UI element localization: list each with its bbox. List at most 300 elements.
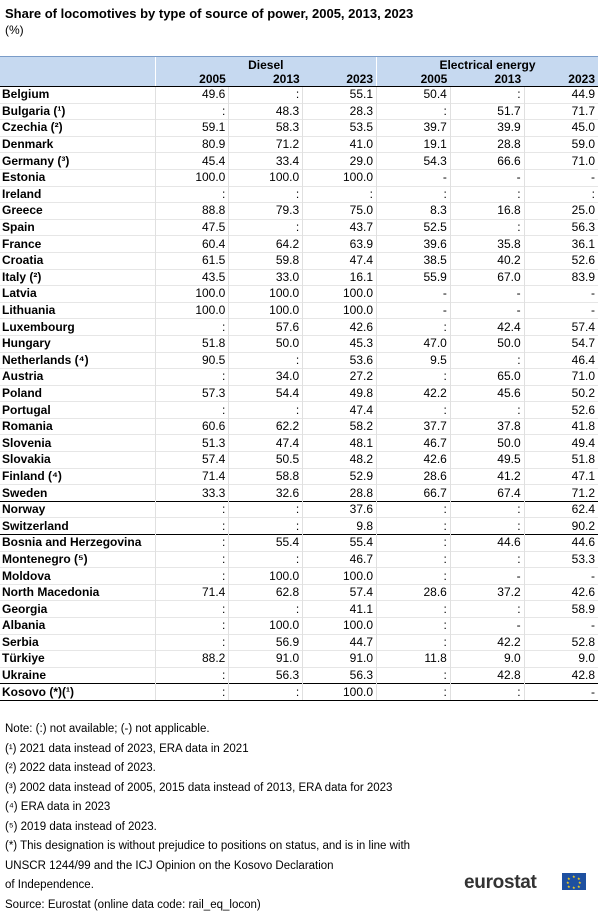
value-cell: 52.9: [303, 468, 377, 485]
country-name: Türkiye: [0, 651, 155, 668]
year-header: 2013: [229, 72, 303, 87]
value-cell: 62.4: [524, 501, 598, 518]
value-cell: 67.4: [450, 485, 524, 502]
table-row: [0, 352, 598, 369]
country-name: Ireland: [0, 186, 155, 203]
value-cell: 59.1: [155, 120, 229, 137]
value-cell: 59.0: [524, 136, 598, 153]
note-line: (⁵) 2019 data instead of 2023.: [5, 818, 455, 838]
table-row: [0, 269, 598, 286]
value-cell: :: [377, 103, 451, 120]
value-cell: 41.8: [524, 418, 598, 435]
country-name: Finland (⁴): [0, 468, 155, 485]
value-cell: 54.4: [229, 385, 303, 402]
country-name: Greece: [0, 203, 155, 220]
value-cell: 57.3: [155, 385, 229, 402]
value-cell: 83.9: [524, 269, 598, 286]
table-row: [0, 584, 598, 601]
value-cell: -: [524, 568, 598, 585]
value-cell: :: [229, 501, 303, 518]
value-cell: 55.1: [303, 87, 377, 104]
table-row: [0, 684, 598, 701]
value-cell: 57.4: [303, 584, 377, 601]
country-name: Lithuania: [0, 302, 155, 319]
value-cell: 47.0: [377, 335, 451, 352]
table-row: [0, 385, 598, 402]
value-cell: 39.9: [450, 120, 524, 137]
country-name: Belgium: [0, 87, 155, 104]
value-cell: :: [377, 634, 451, 651]
value-cell: 42.6: [524, 584, 598, 601]
value-cell: 57.4: [524, 319, 598, 336]
value-cell: :: [155, 568, 229, 585]
value-cell: 56.3: [524, 219, 598, 236]
value-cell: 43.5: [155, 269, 229, 286]
value-cell: -: [524, 286, 598, 303]
value-cell: 71.4: [155, 584, 229, 601]
table-row: [0, 452, 598, 469]
value-cell: 60.4: [155, 236, 229, 253]
column-group-header-row: [0, 57, 598, 73]
value-cell: 58.2: [303, 418, 377, 435]
value-cell: 28.8: [303, 485, 377, 502]
value-cell: 66.7: [377, 485, 451, 502]
value-cell: 57.6: [229, 319, 303, 336]
table-row: [0, 286, 598, 303]
value-cell: 48.1: [303, 435, 377, 452]
table-row: [0, 485, 598, 502]
value-cell: 50.0: [229, 335, 303, 352]
value-cell: :: [229, 219, 303, 236]
value-cell: :: [155, 634, 229, 651]
value-cell: :: [229, 186, 303, 203]
value-cell: :: [377, 568, 451, 585]
value-cell: 100.0: [303, 286, 377, 303]
table-row: [0, 169, 598, 186]
value-cell: 28.8: [450, 136, 524, 153]
value-cell: :: [450, 518, 524, 535]
value-cell: 37.8: [450, 418, 524, 435]
value-cell: 41.1: [303, 601, 377, 618]
value-cell: 39.6: [377, 236, 451, 253]
value-cell: 61.5: [155, 252, 229, 269]
value-cell: :: [377, 535, 451, 552]
country-name: France: [0, 236, 155, 253]
value-cell: 42.6: [303, 319, 377, 336]
value-cell: 42.2: [377, 385, 451, 402]
value-cell: -: [450, 286, 524, 303]
value-cell: 52.8: [524, 634, 598, 651]
header-corner-lower: [0, 72, 155, 87]
value-cell: 100.0: [155, 286, 229, 303]
value-cell: 39.7: [377, 120, 451, 137]
value-cell: 52.6: [524, 402, 598, 419]
country-name: Georgia: [0, 601, 155, 618]
table-row: [0, 87, 598, 104]
value-cell: :: [155, 103, 229, 120]
value-cell: :: [229, 684, 303, 701]
value-cell: 55.4: [229, 535, 303, 552]
value-cell: 42.6: [377, 452, 451, 469]
table-row: [0, 369, 598, 386]
value-cell: 59.8: [229, 252, 303, 269]
value-cell: 32.6: [229, 485, 303, 502]
value-cell: 58.9: [524, 601, 598, 618]
value-cell: :: [450, 219, 524, 236]
value-cell: 49.6: [155, 87, 229, 104]
header-corner: [0, 57, 155, 73]
country-name: Germany (³): [0, 153, 155, 170]
value-cell: 9.0: [450, 651, 524, 668]
value-cell: 41.0: [303, 136, 377, 153]
value-cell: 53.5: [303, 120, 377, 137]
value-cell: :: [377, 369, 451, 386]
country-name: Slovakia: [0, 452, 155, 469]
value-cell: :: [229, 601, 303, 618]
note-line: (³) 2002 data instead of 2005, 2015 data instead of 2013, ERA data for 2023: [5, 779, 455, 799]
value-cell: 46.4: [524, 352, 598, 369]
country-name: Kosovo (*)(¹): [0, 684, 155, 701]
country-name: Portugal: [0, 402, 155, 419]
value-cell: 9.5: [377, 352, 451, 369]
value-cell: 80.9: [155, 136, 229, 153]
value-cell: 11.8: [377, 651, 451, 668]
value-cell: 71.2: [229, 136, 303, 153]
table-row: [0, 302, 598, 319]
value-cell: 62.2: [229, 418, 303, 435]
value-cell: :: [377, 684, 451, 701]
value-cell: 54.7: [524, 335, 598, 352]
value-cell: :: [450, 186, 524, 203]
country-name: Romania: [0, 418, 155, 435]
country-name: Italy (²): [0, 269, 155, 286]
value-cell: :: [155, 518, 229, 535]
value-cell: 48.2: [303, 452, 377, 469]
value-cell: 52.6: [524, 252, 598, 269]
value-cell: 40.2: [450, 252, 524, 269]
value-cell: :: [155, 369, 229, 386]
table-row: [0, 618, 598, 635]
value-cell: 58.8: [229, 468, 303, 485]
value-cell: :: [303, 186, 377, 203]
value-cell: :: [450, 402, 524, 419]
value-cell: :: [155, 319, 229, 336]
table-row: [0, 435, 598, 452]
value-cell: 55.9: [377, 269, 451, 286]
country-name: Czechia (²): [0, 120, 155, 137]
value-cell: 88.2: [155, 651, 229, 668]
value-cell: 71.4: [155, 468, 229, 485]
table-row: [0, 651, 598, 668]
value-cell: 100.0: [155, 302, 229, 319]
value-cell: :: [155, 601, 229, 618]
table-row: [0, 153, 598, 170]
value-cell: 44.7: [303, 634, 377, 651]
value-cell: 51.8: [155, 335, 229, 352]
value-cell: -: [377, 302, 451, 319]
value-cell: -: [377, 169, 451, 186]
value-cell: :: [155, 667, 229, 684]
value-cell: :: [377, 601, 451, 618]
value-cell: 47.1: [524, 468, 598, 485]
table-row: [0, 319, 598, 336]
value-cell: :: [450, 352, 524, 369]
footnotes: [5, 720, 455, 915]
value-cell: 16.8: [450, 203, 524, 220]
value-cell: :: [377, 186, 451, 203]
note-line: UNSCR 1244/99 and the ICJ Opinion on the Kosovo Declaration: [5, 857, 455, 877]
value-cell: 64.2: [229, 236, 303, 253]
value-cell: 100.0: [303, 568, 377, 585]
value-cell: -: [524, 684, 598, 701]
value-cell: 36.1: [524, 236, 598, 253]
country-name: Croatia: [0, 252, 155, 269]
value-cell: 51.3: [155, 435, 229, 452]
value-cell: 33.4: [229, 153, 303, 170]
value-cell: 71.0: [524, 369, 598, 386]
value-cell: 52.5: [377, 219, 451, 236]
value-cell: 51.7: [450, 103, 524, 120]
year-header: 2005: [377, 72, 451, 87]
table-row: [0, 518, 598, 535]
country-name: Ukraine: [0, 667, 155, 684]
table-row: [0, 103, 598, 120]
table-row: [0, 468, 598, 485]
value-cell: 54.3: [377, 153, 451, 170]
table-row: [0, 252, 598, 269]
value-cell: 44.6: [524, 535, 598, 552]
value-cell: 19.1: [377, 136, 451, 153]
value-cell: 51.8: [524, 452, 598, 469]
value-cell: 71.7: [524, 103, 598, 120]
value-cell: 44.6: [450, 535, 524, 552]
country-name: Spain: [0, 219, 155, 236]
value-cell: 67.0: [450, 269, 524, 286]
value-cell: 58.3: [229, 120, 303, 137]
value-cell: :: [155, 618, 229, 635]
value-cell: :: [377, 501, 451, 518]
table-row: [0, 535, 598, 552]
year-header: 2013: [450, 72, 524, 87]
value-cell: :: [450, 601, 524, 618]
value-cell: 28.6: [377, 584, 451, 601]
value-cell: 56.3: [303, 667, 377, 684]
table-row: [0, 136, 598, 153]
note-line: (*) This designation is without prejudice to positions on status, and is in line with: [5, 837, 455, 857]
value-cell: 28.3: [303, 103, 377, 120]
country-name: Hungary: [0, 335, 155, 352]
value-cell: 29.0: [303, 153, 377, 170]
value-cell: 45.0: [524, 120, 598, 137]
value-cell: 37.2: [450, 584, 524, 601]
value-cell: 16.1: [303, 269, 377, 286]
value-cell: :: [524, 186, 598, 203]
value-cell: 9.0: [524, 651, 598, 668]
value-cell: 57.4: [155, 452, 229, 469]
note-line: (¹) 2021 data instead of 2023, ERA data in 2021: [5, 740, 455, 760]
value-cell: 100.0: [303, 302, 377, 319]
country-name: Albania: [0, 618, 155, 635]
value-cell: 25.0: [524, 203, 598, 220]
value-cell: :: [377, 667, 451, 684]
country-name: Latvia: [0, 286, 155, 303]
value-cell: 50.0: [450, 335, 524, 352]
value-cell: :: [155, 551, 229, 568]
value-cell: :: [229, 551, 303, 568]
value-cell: 90.5: [155, 352, 229, 369]
value-cell: -: [377, 286, 451, 303]
value-cell: :: [155, 535, 229, 552]
country-name: Netherlands (⁴): [0, 352, 155, 369]
value-cell: 49.5: [450, 452, 524, 469]
value-cell: 45.4: [155, 153, 229, 170]
value-cell: 49.8: [303, 385, 377, 402]
value-cell: :: [450, 87, 524, 104]
country-name: Luxembourg: [0, 319, 155, 336]
value-cell: :: [229, 87, 303, 104]
value-cell: 47.4: [229, 435, 303, 452]
value-cell: 63.9: [303, 236, 377, 253]
value-cell: 75.0: [303, 203, 377, 220]
table-subtitle: (%): [5, 23, 24, 37]
value-cell: 35.8: [450, 236, 524, 253]
value-cell: 100.0: [303, 684, 377, 701]
country-name: Serbia: [0, 634, 155, 651]
table-row: [0, 335, 598, 352]
table-row: [0, 418, 598, 435]
country-name: Poland: [0, 385, 155, 402]
value-cell: 47.5: [155, 219, 229, 236]
value-cell: 45.3: [303, 335, 377, 352]
table-row: [0, 634, 598, 651]
value-cell: 90.2: [524, 518, 598, 535]
value-cell: 47.4: [303, 252, 377, 269]
table-title: Share of locomotives by type of source of power, 2005, 2013, 2023: [5, 6, 413, 21]
value-cell: :: [377, 618, 451, 635]
table-row: [0, 402, 598, 419]
value-cell: 100.0: [155, 169, 229, 186]
value-cell: 53.6: [303, 352, 377, 369]
value-cell: 9.8: [303, 518, 377, 535]
country-name: Norway: [0, 501, 155, 518]
value-cell: :: [229, 518, 303, 535]
value-cell: :: [377, 518, 451, 535]
value-cell: 49.4: [524, 435, 598, 452]
value-cell: -: [450, 169, 524, 186]
value-cell: -: [524, 618, 598, 635]
value-cell: 45.6: [450, 385, 524, 402]
table-row: [0, 120, 598, 137]
value-cell: 33.3: [155, 485, 229, 502]
value-cell: 66.6: [450, 153, 524, 170]
value-cell: 62.8: [229, 584, 303, 601]
note-line: (²) 2022 data instead of 2023.: [5, 759, 455, 779]
value-cell: :: [155, 684, 229, 701]
country-name: Switzerland: [0, 518, 155, 535]
value-cell: 56.9: [229, 634, 303, 651]
value-cell: :: [155, 186, 229, 203]
value-cell: 27.2: [303, 369, 377, 386]
value-cell: 33.0: [229, 269, 303, 286]
country-name: Sweden: [0, 485, 155, 502]
value-cell: :: [450, 501, 524, 518]
note-line: (⁴) ERA data in 2023: [5, 798, 455, 818]
value-cell: -: [524, 169, 598, 186]
table-row: [0, 601, 598, 618]
value-cell: :: [377, 319, 451, 336]
value-cell: 42.8: [450, 667, 524, 684]
value-cell: 28.6: [377, 468, 451, 485]
value-cell: 88.8: [155, 203, 229, 220]
value-cell: 50.2: [524, 385, 598, 402]
value-cell: :: [155, 501, 229, 518]
country-name: Estonia: [0, 169, 155, 186]
value-cell: 100.0: [229, 568, 303, 585]
value-cell: 65.0: [450, 369, 524, 386]
value-cell: 56.3: [229, 667, 303, 684]
table-row: [0, 551, 598, 568]
country-name: Denmark: [0, 136, 155, 153]
value-cell: 37.6: [303, 501, 377, 518]
value-cell: 100.0: [229, 618, 303, 635]
value-cell: 34.0: [229, 369, 303, 386]
value-cell: 46.7: [377, 435, 451, 452]
value-cell: 100.0: [229, 169, 303, 186]
country-name: Austria: [0, 369, 155, 386]
table-row: [0, 219, 598, 236]
note-line: Note: (:) not available; (-) not applicable.: [5, 720, 455, 740]
value-cell: 47.4: [303, 402, 377, 419]
value-cell: 100.0: [229, 302, 303, 319]
value-cell: 100.0: [303, 169, 377, 186]
value-cell: :: [377, 551, 451, 568]
value-cell: 55.4: [303, 535, 377, 552]
year-header: 2005: [155, 72, 229, 87]
value-cell: 71.0: [524, 153, 598, 170]
country-name: North Macedonia: [0, 584, 155, 601]
value-cell: 91.0: [303, 651, 377, 668]
table-row: [0, 667, 598, 684]
eu-flag-icon: ★ ★ ★ ★ ★ ★ ★ ★: [562, 873, 586, 890]
value-cell: 60.6: [155, 418, 229, 435]
country-name: Moldova: [0, 568, 155, 585]
value-cell: -: [450, 568, 524, 585]
value-cell: 50.5: [229, 452, 303, 469]
country-name: Montenegro (⁵): [0, 551, 155, 568]
value-cell: :: [377, 402, 451, 419]
value-cell: 38.5: [377, 252, 451, 269]
value-cell: 43.7: [303, 219, 377, 236]
value-cell: 50.4: [377, 87, 451, 104]
value-cell: 37.7: [377, 418, 451, 435]
source-line: Source: Eurostat (online data code: rail_eq_locon): [5, 896, 455, 915]
value-cell: 8.3: [377, 203, 451, 220]
value-cell: 100.0: [303, 618, 377, 635]
value-cell: 42.2: [450, 634, 524, 651]
value-cell: :: [450, 551, 524, 568]
table-row: [0, 501, 598, 518]
column-group-electrical: Electrical energy: [377, 57, 598, 73]
note-line: of Independence.: [5, 876, 455, 896]
year-header: 2023: [303, 72, 377, 87]
value-cell: 100.0: [229, 286, 303, 303]
value-cell: 50.0: [450, 435, 524, 452]
value-cell: :: [155, 402, 229, 419]
value-cell: 42.4: [450, 319, 524, 336]
table-row: [0, 568, 598, 585]
year-header: 2023: [524, 72, 598, 87]
value-cell: 53.3: [524, 551, 598, 568]
